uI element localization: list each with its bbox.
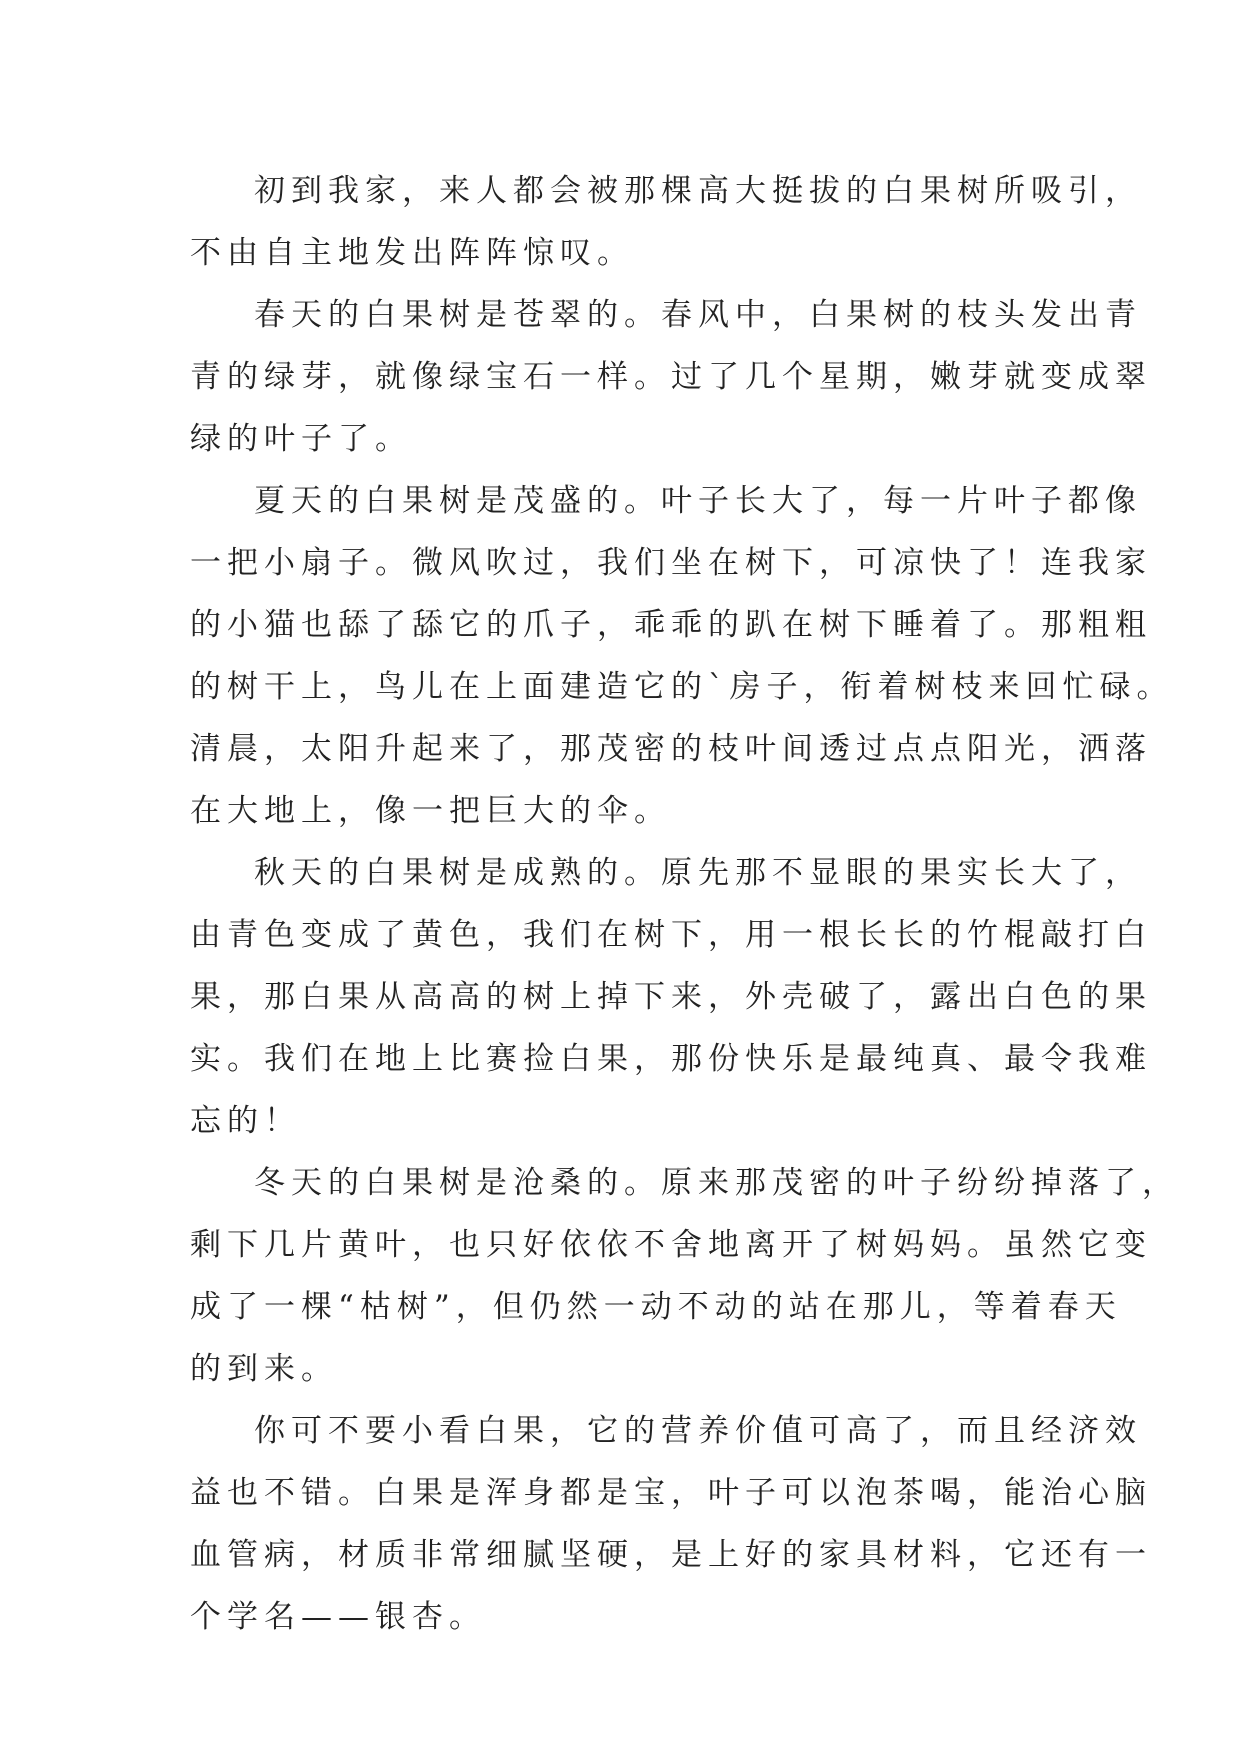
essay-body xyxy=(190,160,1179,1648)
text-line: 你可不要小看白果，它的营养价值可高了，而且经济效 xyxy=(254,1413,1142,1449)
text-line: 益也不错。白果是浑身都是宝，叶子可以泡茶喝，能治心脑 xyxy=(190,1475,1152,1511)
text-line: 实。我们在地上比赛捡白果，那份快乐是最纯真、最令我难 xyxy=(190,1041,1152,1077)
text-line: 绿的叶子了。 xyxy=(190,421,412,457)
text-line: 不由自主地发出阵阵惊叹。 xyxy=(190,235,634,271)
text-line: 成了一棵“枯树”，但仍然一动不动的站在那儿，等着春天 xyxy=(190,1289,1122,1325)
text-line: 清晨，太阳升起来了，那茂密的枝叶间透过点点阳光，洒落 xyxy=(190,731,1152,767)
text-line: 血管病，材质非常细腻坚硬，是上好的家具材料，它还有一 xyxy=(190,1537,1152,1573)
text-line: 个学名——银杏。 xyxy=(190,1599,486,1635)
text-line: 春天的白果树是苍翠的。春风中，白果树的枝头发出青 xyxy=(254,297,1142,333)
text-line: 的小猫也舔了舔它的爪子，乖乖的趴在树下睡着了。那粗粗 xyxy=(190,607,1152,643)
text-line: 剩下几片黄叶，也只好依依不舍地离开了树妈妈。虽然它变 xyxy=(190,1227,1152,1263)
text-line: 秋天的白果树是成熟的。原先那不显眼的果实长大了， xyxy=(254,855,1142,891)
text-line: 忘的！ xyxy=(190,1103,301,1139)
text-line: 夏天的白果树是茂盛的。叶子长大了，每一片叶子都像 xyxy=(254,483,1142,519)
text-line: 初到我家，来人都会被那棵高大挺拔的白果树所吸引， xyxy=(254,173,1142,209)
text-line: 的树干上，鸟儿在上面建造它的`房子，衔着树枝来回忙碌。 xyxy=(190,669,1174,705)
text-line: 冬天的白果树是沧桑的。原来那茂密的叶子纷纷掉落了， xyxy=(254,1165,1179,1201)
text-line: 果，那白果从高高的树上掉下来，外壳破了，露出白色的果 xyxy=(190,979,1152,1015)
text-line: 在大地上，像一把巨大的伞。 xyxy=(190,793,671,829)
text-line: 由青色变成了黄色，我们在树下，用一根长长的竹棍敲打白 xyxy=(190,917,1152,953)
text-line: 青的绿芽，就像绿宝石一样。过了几个星期，嫩芽就变成翠 xyxy=(190,359,1152,395)
text-line: 的到来。 xyxy=(190,1351,338,1387)
text-line: 一把小扇子。微风吹过，我们坐在树下，可凉快了！连我家 xyxy=(190,545,1152,581)
